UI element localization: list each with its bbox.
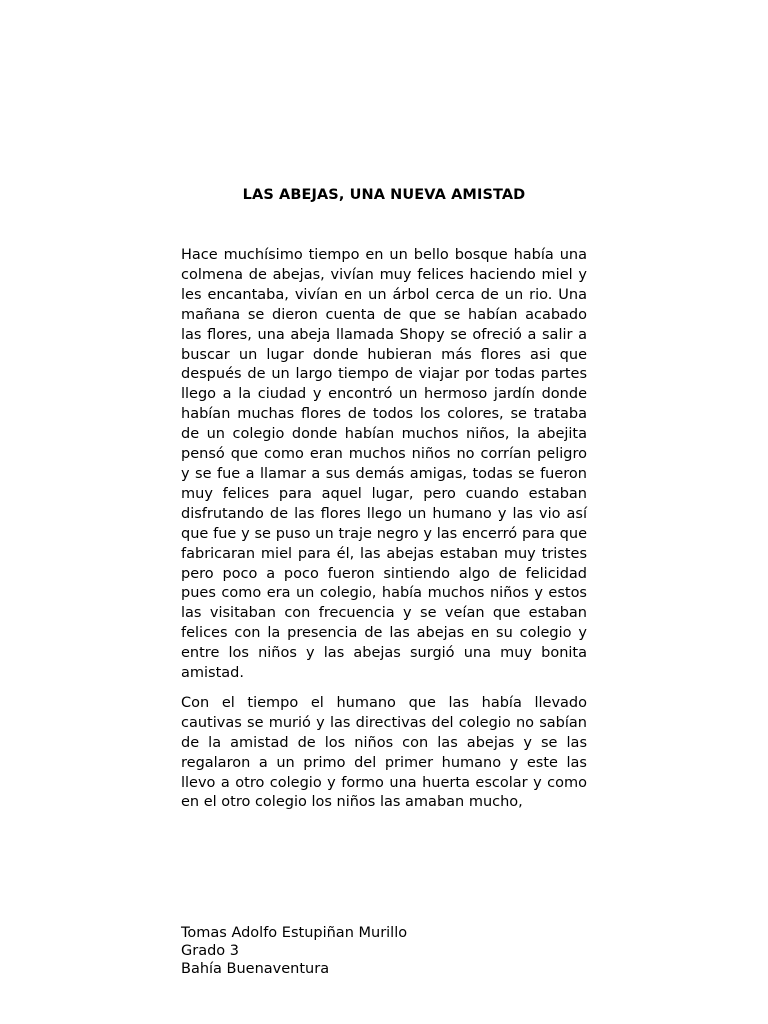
author-grade: Grado 3 — [181, 943, 239, 959]
paragraph-1: Hace muchísimo tiempo en un bello bosque había una colmena de abejas, vivían muy felices haciendo miel y les encantaba, vivían en un árbol cerca de un rio. Una mañana se dieron cuenta de que se habían acabado las flores, una abeja llamada Shopy se ofreció a salir a buscar un lugar donde hubieran más flores asi que después de un largo tiempo de viajar por todas partes llego a la ciudad y encontró un hermoso jardín donde habían muchas flores de todos los colores, se trataba de un colegio donde habían muchos niños, la abejita pensó que como eran muchos niños no corrían peligro y se fue a llamar a sus demás amigas, todas se fueron muy felices para aquel lugar, pero cuando estaban disfrutando de las flores llego un humano y las vio así que fue y se puso un traje negro y las encerró para que fabricaran miel para él, las abejas estaban muy tristes pero poco a poco fueron sintiendo algo de felicidad pues como era un colegio, había muchos niños y estos las visitaban con frecuencia y se veían que estaban felices con la presencia de las abejas en su colegio y entre los niños y las abejas surgió una muy bonita amistad. — [181, 247, 587, 682]
story-body — [181, 246, 587, 823]
author-name: Tomas Adolfo Estupiñan Murillo — [181, 925, 408, 941]
document-title: LAS ABEJAS, UNA NUEVA AMISTAD — [242, 187, 526, 203]
author-signature-block — [181, 924, 587, 978]
paragraph-2: Con el tiempo el humano que las había llevado cautivas se murió y las directivas del colegio no sabían de la amistad de los niños con las abejas y se las regalaron a un primo del primer humano y este las llevo a otro colegio y formo una huerta escolar y como en el otro colegio los niños las amaban mucho, — [181, 694, 587, 811]
author-place: Bahía Buenaventura — [181, 961, 330, 977]
